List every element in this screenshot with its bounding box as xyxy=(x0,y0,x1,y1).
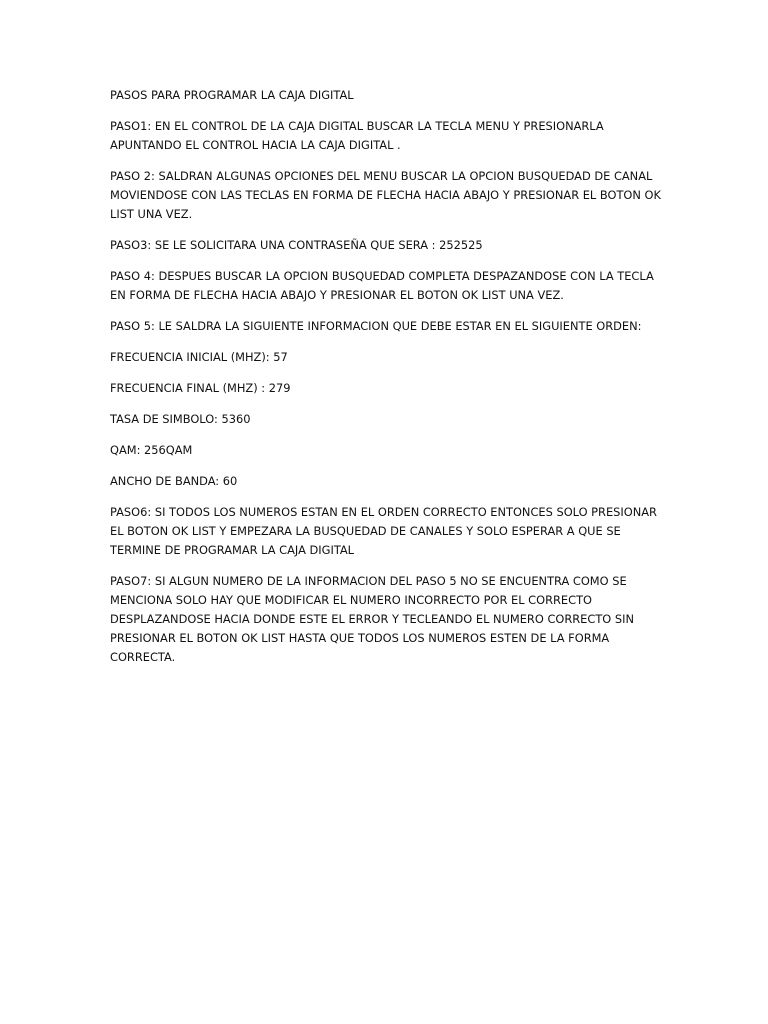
setting-tasa-de-simbolo: TASA DE SIMBOLO: 5360 xyxy=(110,412,251,426)
paragraph-paso-6: PASO6: SI TODOS LOS NUMEROS ESTAN EN EL ORDEN CORRECTO ENTONCES SOLO PRESIONAR EL BOTON OK LIST Y EMPEZARA LA BUSQUEDAD DE CANALES Y SOLO ESPERAR A QUE SE TERMINE DE PROGRAMAR LA CAJA DIGITAL xyxy=(110,505,657,557)
setting-frecuencia-final: FRECUENCIA FINAL (MHZ) : 279 xyxy=(110,381,291,395)
paragraph-paso-1: PASO1: EN EL CONTROL DE LA CAJA DIGITAL BUSCAR LA TECLA MENU Y PRESIONARLA APUNTANDO EL CONTROL HACIA LA CAJA DIGITAL . xyxy=(110,119,604,152)
paragraph-paso-2: PASO 2: SALDRAN ALGUNAS OPCIONES DEL MENU BUSCAR LA OPCION BUSQUEDAD DE CANAL MOVIENDOSE CON LAS TECLAS EN FORMA DE FLECHA HACIA ABAJO Y PRESIONAR EL BOTON OK LIST UNA VEZ. xyxy=(110,169,661,221)
setting-ancho-de-banda: ANCHO DE BANDA: 60 xyxy=(110,474,238,488)
paragraph-paso-3: PASO3: SE LE SOLICITARA UNA CONTRASEÑA QUE SERA : 252525 xyxy=(110,238,483,252)
paragraph-paso-5: PASO 5: LE SALDRA LA SIGUIENTE INFORMACION QUE DEBE ESTAR EN EL SIGUIENTE ORDEN: xyxy=(110,319,642,333)
paragraph-paso-4: PASO 4: DESPUES BUSCAR LA OPCION BUSQUEDAD COMPLETA DESPAZANDOSE CON LA TECLA EN FORMA DE FLECHA HACIA ABAJO Y PRESIONAR EL BOTON OK LIST UNA VEZ. xyxy=(110,269,654,302)
setting-frecuencia-inicial: FRECUENCIA INICIAL (MHZ): 57 xyxy=(110,350,288,364)
paragraph-paso-7: PASO7: SI ALGUN NUMERO DE LA INFORMACION DEL PASO 5 NO SE ENCUENTRA COMO SE MENCIONA SOLO HAY QUE MODIFICAR EL NUMERO INCORRECTO POR EL CORRECTO DESPLAZANDOSE HACIA DONDE ESTE EL ERROR Y TECLEANDO EL NUMERO CORRECTO SIN PRESIONAR EL BOTON OK LIST HASTA QUE TODOS LOS NUMEROS ESTEN DE LA FORMA CORRECTA. xyxy=(110,574,634,664)
setting-qam: QAM: 256QAM xyxy=(110,443,193,457)
document-title: PASOS PARA PROGRAMAR LA CAJA DIGITAL xyxy=(110,88,354,102)
document-body xyxy=(110,86,662,679)
